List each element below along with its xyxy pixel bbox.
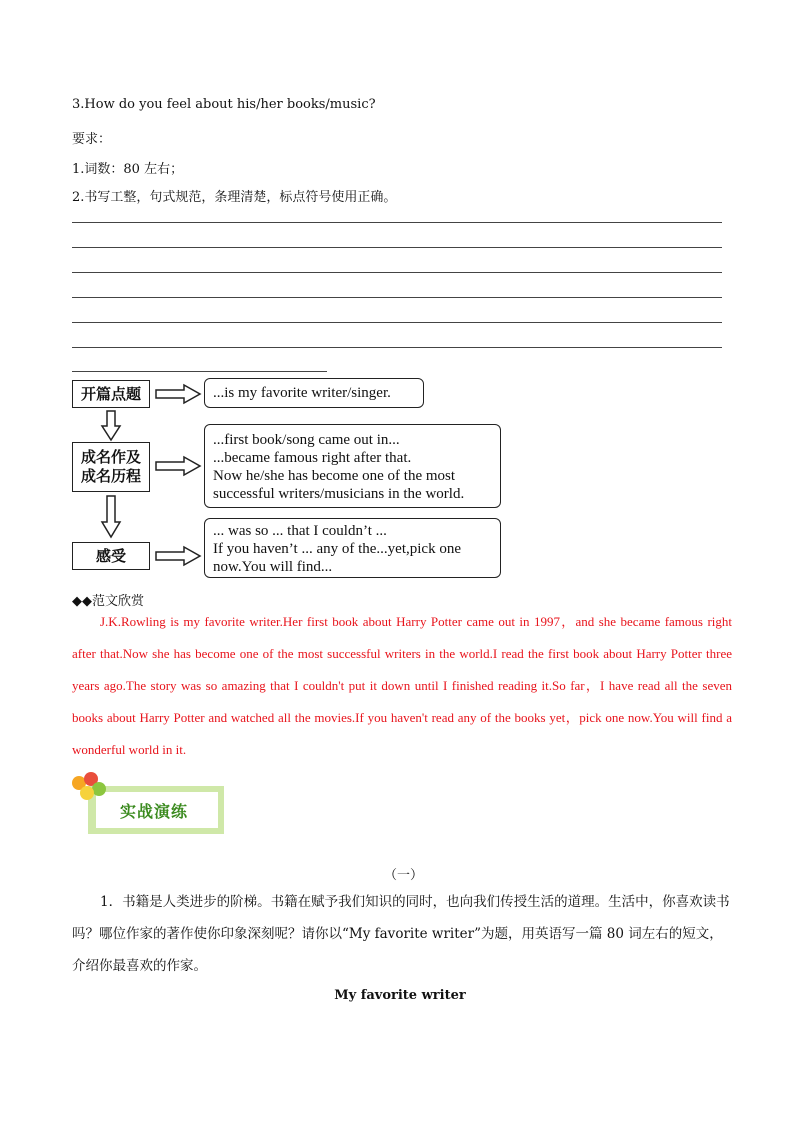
sample-heading: ◆◆范文欣赏 xyxy=(72,594,144,609)
stage-label: 成名作及 xyxy=(80,448,141,466)
requirement-1: 1.词数：80 左右； xyxy=(72,162,184,177)
task-text: 1．书籍是人类进步的阶梯。书籍在赋予我们知识的同时，也向我们传授生活的道理。生活中，你喜欢读书吗？哪位作家的著作使你印象深刻呢？请你以“My favorite writer”为题，用英语写一篇 80 词左右的短文，介绍你最喜欢的作家。 xyxy=(72,894,730,974)
flower-icon xyxy=(92,782,106,796)
content-box-feelings xyxy=(204,518,501,578)
content-line: successful writers/musicians in the world. xyxy=(213,486,465,502)
question-3: 3.How do you feel about his/her books/music? xyxy=(72,97,376,112)
content-line: ...became famous right after that. xyxy=(213,450,412,466)
requirement-2: 2.书写工整，句式规范，条理清楚，标点符号使用正确。 xyxy=(72,190,397,205)
sample-essay-text: J.K.Rowling is my favorite writer.Her first book about Harry Potter came out in 1997，and she became famous right after that.Now she has become one of the most successful writers in the world.I read the first book about Harry Potter three years ago.The story was so amazing that I couldn't put it down until I finished reading it.So far，I have read all the seven books about Harry Potter and watched all the movies.If you haven't read any of the books yet，pick one now.You will find a wonderful world in it. xyxy=(72,614,732,757)
down-arrow-icon xyxy=(102,496,120,537)
content-line: Now he/she has become one of the most xyxy=(213,468,456,484)
stage-label: 感受 xyxy=(95,546,126,565)
down-arrow-icon xyxy=(102,411,120,440)
content-line: now.You will find... xyxy=(213,559,333,575)
right-arrow-icon xyxy=(156,547,200,565)
part-heading: （一） xyxy=(384,868,424,883)
sample-essay xyxy=(72,606,732,766)
content-box-works xyxy=(204,424,501,508)
right-arrow-icon xyxy=(156,385,200,403)
essay-title: My favorite writer xyxy=(334,988,466,1003)
stage-label: 成名历程 xyxy=(80,467,141,485)
section-badge xyxy=(72,776,232,840)
content-box-opening xyxy=(204,378,424,408)
requirements-label: 要求： xyxy=(72,132,112,147)
badge-inner xyxy=(96,792,218,828)
content-line: If you haven’t ... any of the...yet,pick one xyxy=(213,541,461,557)
stage-label: 开篇点题 xyxy=(80,384,141,403)
content-line: ...is my favorite writer/singer. xyxy=(213,385,391,401)
flower-icon xyxy=(80,786,94,800)
content-line: ...first book/song came out in... xyxy=(213,432,400,448)
task-prompt xyxy=(72,886,732,982)
right-arrow-icon xyxy=(156,457,200,475)
badge-title: 实战演练 xyxy=(120,801,189,821)
content-line: ... was so ... that I couldn’t ... xyxy=(213,523,387,539)
